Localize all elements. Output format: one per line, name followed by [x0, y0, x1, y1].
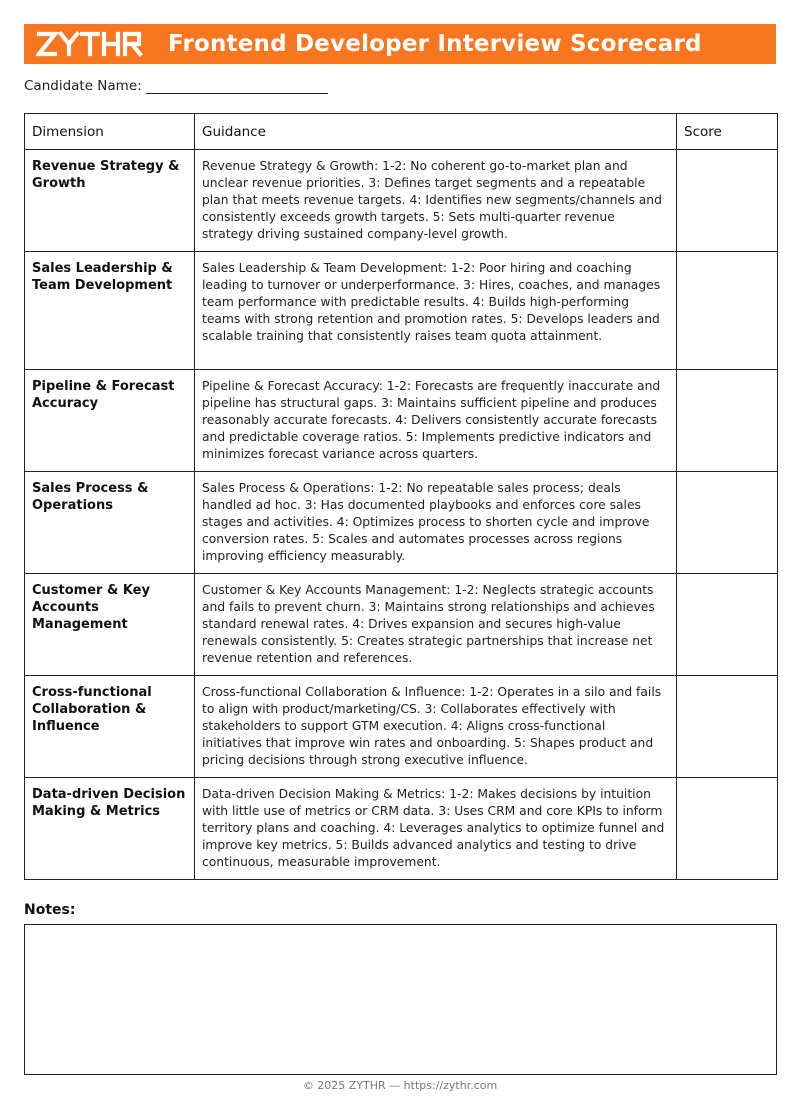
footer-copyright: © 2025 ZYTHR — https://zythr.com — [302, 1079, 498, 1092]
table-row — [25, 778, 778, 880]
header-banner — [24, 24, 776, 64]
score-cell[interactable] — [677, 472, 778, 574]
guidance-cell: Sales Process & Operations: 1-2: No repeatable sales process; deals handled ad hoc. 3: Has documented playbooks and enforces core sales stages and activities. 4: Optimizes process to shorten cycle and improve conversion rates. 5: Scales and automates processes across regions improving efficiency measurably. — [195, 472, 677, 574]
table-row — [25, 574, 778, 676]
score-cell[interactable] — [677, 252, 778, 370]
column-header-guidance: Guidance — [195, 114, 677, 150]
candidate-name-label: Candidate Name: — [24, 78, 142, 94]
column-header-dimension: Dimension — [25, 114, 195, 150]
guidance-cell: Revenue Strategy & Growth: 1-2: No coherent go-to-market plan and unclear revenue priorities. 3: Defines target segments and a repeatable plan that meets revenue targets. 4: Identifies new segments/channels and consistently exceeds growth targets. 5: Sets multi-quarter revenue strategy driving sustained company-level growth. — [195, 150, 677, 252]
zythr-logo — [36, 31, 148, 57]
table-row — [25, 472, 778, 574]
dimension-cell: Sales Leadership & Team Development — [25, 252, 195, 370]
page-title: Frontend Developer Interview Scorecard — [168, 31, 702, 57]
dimension-cell: Customer & Key Accounts Management — [25, 574, 195, 676]
table-row — [25, 676, 778, 778]
table-row — [25, 370, 778, 472]
score-cell[interactable] — [677, 574, 778, 676]
column-header-score: Score — [677, 114, 778, 150]
scorecard-table — [24, 113, 778, 880]
dimension-cell: Pipeline & Forecast Accuracy — [25, 370, 195, 472]
table-row — [25, 252, 778, 370]
notes-box[interactable] — [24, 924, 777, 1075]
guidance-cell: Customer & Key Accounts Management: 1-2: Neglects strategic accounts and fails to prevent churn. 3: Maintains strong relationships and achieves standard renewal rates. 4: Drives expansion and secures high-value renewals consistently. 5: Creates strategic partnerships that increase net revenue retention and references. — [195, 574, 677, 676]
score-cell[interactable] — [677, 370, 778, 472]
candidate-name-field — [24, 78, 328, 94]
guidance-cell: Data-driven Decision Making & Metrics: 1-2: Makes decisions by intuition with little use of metrics or CRM data. 3: Uses CRM and core KPIs to inform territory plans and coaching. 4: Leverages analytics to optimize funnel and improve key metrics. 5: Builds advanced analytics and testing to drive continuous, measurable improvement. — [195, 778, 677, 880]
table-header-row — [25, 114, 778, 150]
dimension-cell: Revenue Strategy & Growth — [25, 150, 195, 252]
score-cell[interactable] — [677, 150, 778, 252]
dimension-cell: Data-driven Decision Making & Metrics — [25, 778, 195, 880]
score-cell[interactable] — [677, 676, 778, 778]
candidate-name-line[interactable] — [146, 79, 328, 94]
score-cell[interactable] — [677, 778, 778, 880]
dimension-cell: Cross-functional Collaboration & Influence — [25, 676, 195, 778]
table-row — [25, 150, 778, 252]
guidance-cell: Sales Leadership & Team Development: 1-2: Poor hiring and coaching leading to turnover or underperformance. 3: Hires, coaches, and manages team performance with predictable results. 4: Builds high-performing teams with strong retention and promotion rates. 5: Develops leaders and scalable training that consistently raises team quota attainment. — [195, 252, 677, 370]
guidance-cell: Cross-functional Collaboration & Influence: 1-2: Operates in a silo and fails to align with product/marketing/CS. 3: Collaborates effectively with stakeholders to support GTM execution. 4: Aligns cross-functional initiatives that improve win rates and onboarding. 5: Shapes product and pricing decisions through strong executive influence. — [195, 676, 677, 778]
dimension-cell: Sales Process & Operations — [25, 472, 195, 574]
notes-label: Notes: — [24, 902, 76, 918]
zythr-logo-mark — [36, 31, 148, 57]
guidance-cell: Pipeline & Forecast Accuracy: 1-2: Forecasts are frequently inaccurate and pipeline has structural gaps. 3: Maintains sufficient pipeline and produces reasonably accurate forecasts. 4: Delivers consistently accurate forecasts and predictable coverage ratios. 5: Implements predictive indicators and minimizes forecast variance across quarters. — [195, 370, 677, 472]
